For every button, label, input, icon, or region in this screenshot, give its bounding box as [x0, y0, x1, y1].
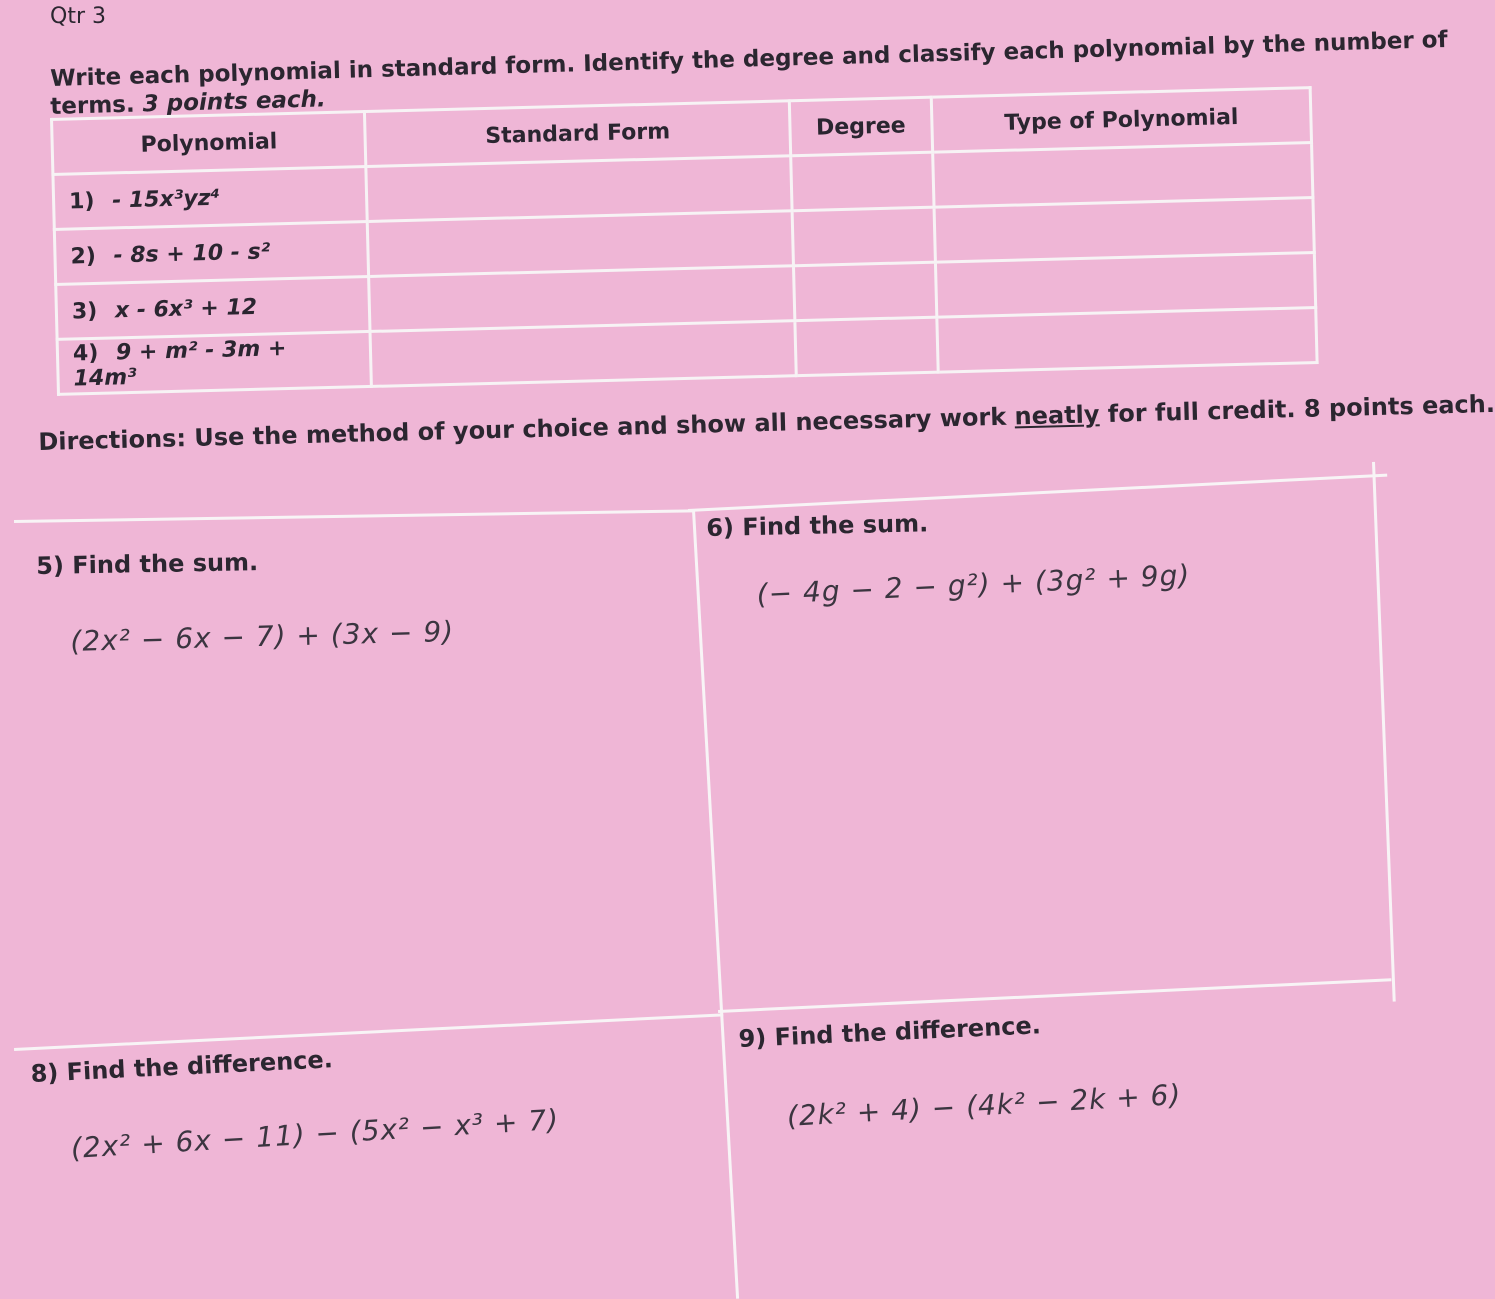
- quarter-tag: Qtr 3: [50, 4, 106, 29]
- problem-5-expression: (2x² − 6x − 7) + (3x − 9): [70, 614, 455, 658]
- polynomial-table: [50, 86, 1319, 396]
- header-degree: Degree: [789, 97, 932, 156]
- row-number: 1): [68, 188, 95, 215]
- problem-6-label: 6) Find the sum.: [706, 509, 929, 542]
- polynomial-cell: [57, 331, 372, 394]
- problem-8-label: 8) Find the difference.: [30, 1045, 334, 1088]
- header-type: Type of Polynomial: [931, 88, 1311, 153]
- row-number: 4): [72, 340, 99, 367]
- problem-9-label: 9) Find the difference.: [738, 1011, 1042, 1053]
- grid-right-border: [1372, 462, 1396, 1002]
- grid-middle-left-border: [14, 1013, 723, 1051]
- type-answer-cell[interactable]: [937, 308, 1317, 373]
- directions-emphasis: neatly: [1014, 400, 1100, 431]
- row-number: 3): [71, 298, 98, 325]
- grid-top-left-border: [14, 509, 694, 523]
- row-number: 2): [70, 243, 97, 270]
- type-answer-cell[interactable]: [933, 143, 1313, 208]
- problem-9-expression: (2k² + 4) − (4k² − 2k + 6): [786, 1077, 1183, 1133]
- polynomial-expression: - 8s + 10 - s²: [113, 238, 271, 268]
- degree-answer-cell[interactable]: [793, 262, 936, 321]
- problem-5-work-area[interactable]: [30, 690, 670, 1010]
- directions-suffix: for full credit. 8 points each.: [1107, 389, 1495, 428]
- problem-8-expression: (2x² + 6x − 11) − (5x² − x³ + 7): [70, 1103, 560, 1165]
- instructions-line-1: Write each polynomial in standard form. Identify the degree and classify each polynomial by the number of: [50, 26, 1448, 92]
- points-note: 3 points each.: [142, 86, 327, 118]
- problem-8-work-area[interactable]: [30, 1180, 690, 1280]
- polynomial-expression: x - 6x³ + 12: [114, 294, 258, 323]
- header-polynomial: Polynomial: [52, 112, 367, 175]
- polynomial-cell: [54, 221, 369, 284]
- polynomial-cell: [53, 167, 368, 230]
- instructions-terms: terms.: [50, 91, 136, 120]
- problem-9-work-area[interactable]: [750, 1150, 1370, 1280]
- degree-answer-cell[interactable]: [795, 317, 938, 376]
- grid-middle-right-border: [718, 978, 1391, 1013]
- problem-5-label: 5) Find the sum.: [36, 548, 259, 580]
- grid-top-right-border: [688, 474, 1387, 512]
- problem-6-expression: (− 4g − 2 − g²) + (3g² + 9g): [756, 558, 1191, 611]
- degree-answer-cell[interactable]: [791, 152, 934, 211]
- directions-prefix: Directions: Use the method of your choice and show all necessary work: [38, 402, 1007, 456]
- standard-form-answer-cell[interactable]: [370, 321, 796, 387]
- degree-answer-cell[interactable]: [792, 207, 935, 266]
- type-answer-cell[interactable]: [934, 198, 1314, 263]
- type-answer-cell[interactable]: [935, 253, 1315, 318]
- polynomial-expression: - 15x³yz⁴: [111, 185, 221, 213]
- problem-6-work-area[interactable]: [720, 640, 1360, 960]
- header-standard-form: Standard Form: [365, 101, 791, 167]
- polynomial-cell: [56, 276, 371, 339]
- directions-text: [38, 390, 1495, 456]
- polynomial-expression: 9 + m² - 3m + 14m³: [73, 336, 287, 392]
